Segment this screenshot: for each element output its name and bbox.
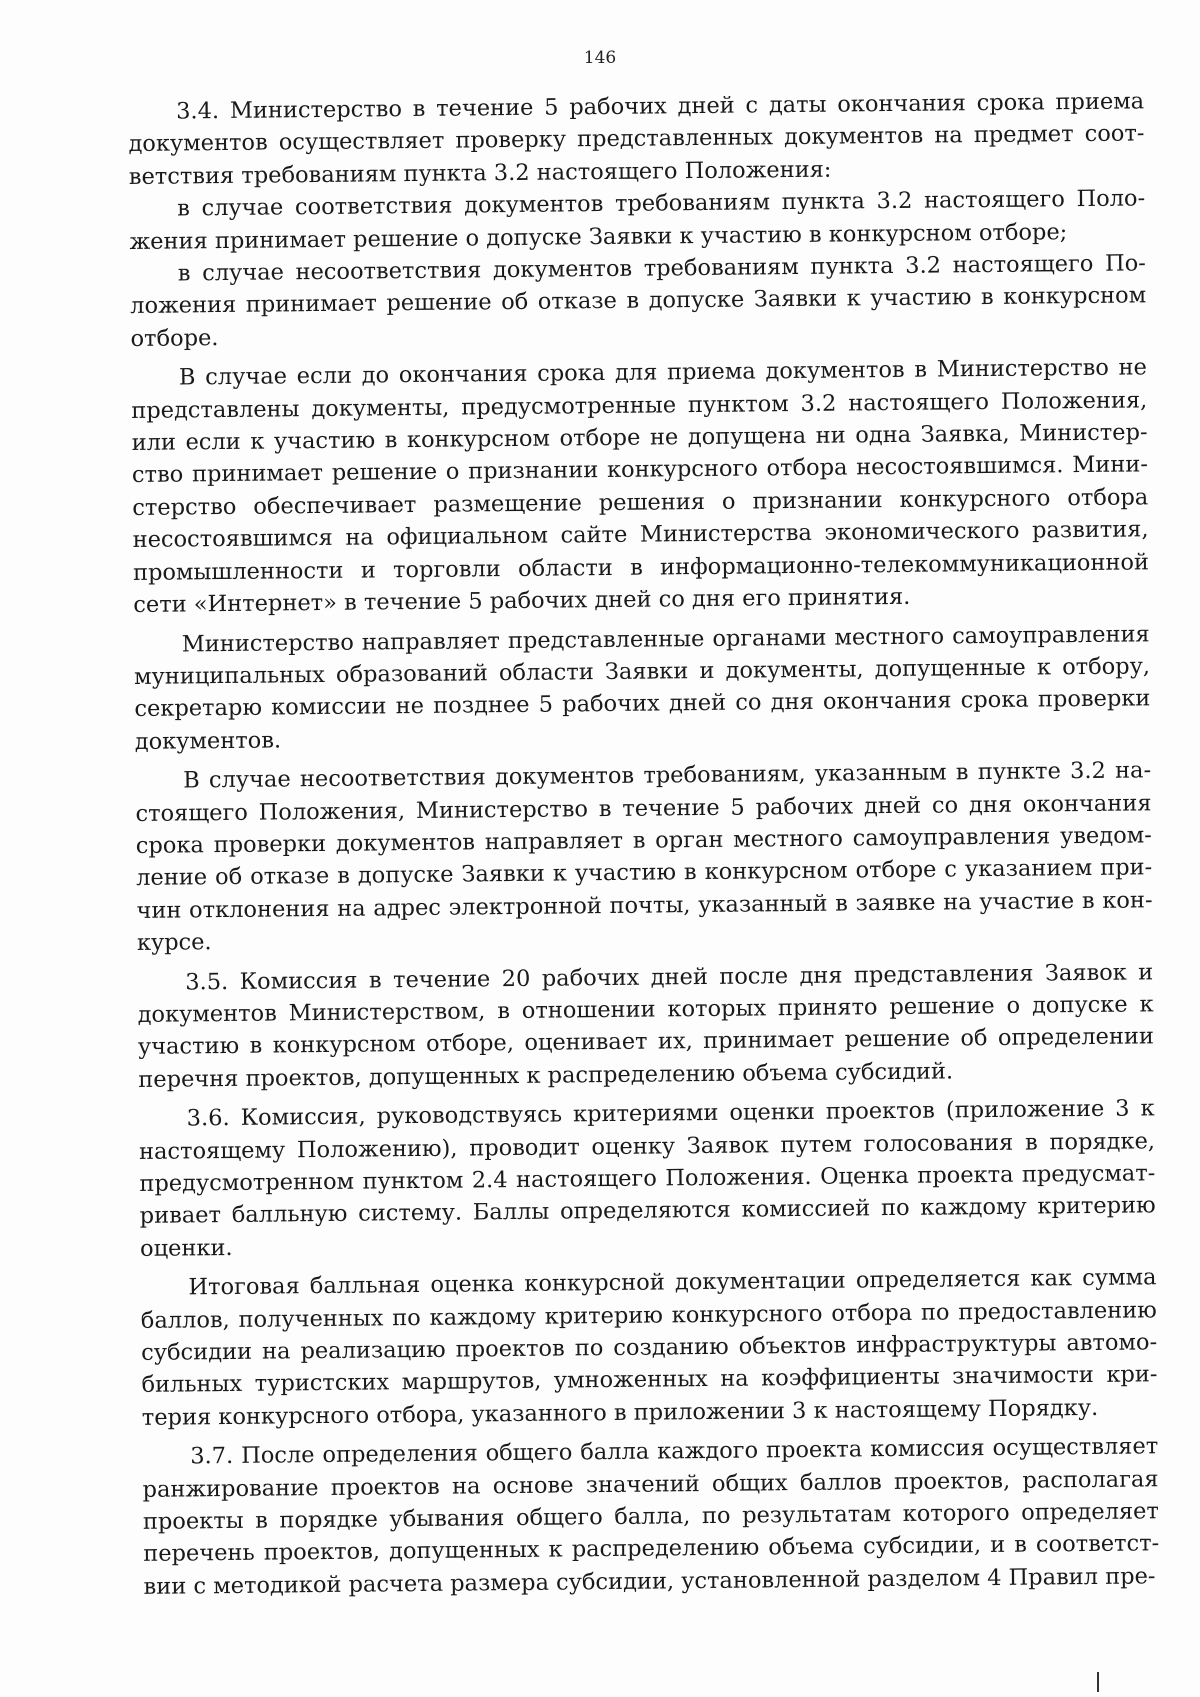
paragraph-3-5: 3.5. Комиссия в течение 20 рабочих дней после дня представления Заявок и документов Министерством, в отношении которых принято решение о допуске к участию в конкурсном отборе, оценивает их, принимает решение об определении перечня проектов, допущенных к распределению объема субсидий.: [137, 958, 1155, 1093]
paragraph-3-7: 3.7. После определения общего балла каждого проекта комиссия осуществляет ранжирование проектов на основе значений общих баллов проектов, располагая проекты в порядке убывания общего балла, по результатам которого определяет перечень проектов, допущенных к распределению объема субсидии, и в соответствии с методикой расчета размера субсидии, установленной разделом 4 Правил пре-: [142, 1433, 1160, 1600]
paragraph-case-noncompliance: в случае несоответствия документов требованиям пункта 3.2 настоящего Положения принимает решение об отказе в допуске Заявки к участию в конкурсном отборе.: [130, 250, 1147, 352]
scan-edge-mark: [1097, 1672, 1099, 1692]
document-body: [128, 85, 1160, 1603]
paragraph-failed-selection: В случае если до окончания срока для приема документов в Министерство не представлены документы, предусмотренные пунктом 3.2 настоящего Положения, или если к участию в конкурсном отборе не допущена ни одна Заявка, Министерство принимает решение о признании конкурсного отбора несостоявшимся. Министерство обеспечивает размещение решения о признании конкурсного отбора несостоявшимся на официальном сайте Министерства экономического развития, промышленности и торговли области в информационно-телекоммуникационной сети «Интернет» в течение 5 рабочих дней со дня его принятия.: [131, 354, 1150, 619]
paragraph-ministry-forwards: Министерство направляет представленные органами местного самоуправления муниципальных образований области Заявки и документы, допущенные к отбору, секретарю комиссии не позднее 5 рабочих дней со дня окончания срока проверки документов.: [133, 620, 1151, 755]
paragraph-3-4: 3.4. Министерство в течение 5 рабочих дней с даты окончания срока приема документов осуществляет проверку представленных документов на предмет соответствия требованиям пункта 3.2 настоящего Положения:: [128, 88, 1145, 190]
page-number: 146: [583, 48, 617, 68]
paragraph-3-6: 3.6. Комиссия, руководствуясь критериями оценки проектов (приложение 3 к настоящему Положению), проводит оценку Заявок путем голосования в порядке, предусмотренном пунктом 2.4 настоящего Положения. Оценка проекта предусматривает балльную систему. Баллы определяются комиссией по каждому критерию оценки.: [138, 1095, 1156, 1262]
paragraph-case-compliance: в случае соответствия документов требованиям пункта 3.2 настоящего Положения принимает решение о допуске Заявки к участию в конкурсном отборе;: [129, 185, 1146, 255]
paragraph-rejection-notice: В случае несоответствия документов требованиям, указанным в пункте 3.2 настоящего Положения, Министерство в течение 5 рабочих дней со дня окончания срока проверки документов направляет в орган местного самоуправления уведомление об отказе в допуске Заявки к участию в конкурсном отборе с указанием причин отклонения на адрес электронной почты, указанный в заявке на участие в конкурсе.: [135, 757, 1153, 957]
paragraph-final-score: Итоговая балльная оценка конкурсной документации определяется как сумма баллов, полученных по каждому критерию конкурсного отбора по предоставлению субсидии на реализацию проектов по созданию объектов инфраструктуры автомобильных туристских маршрутов, умноженных на коэффициенты значимости критерия конкурсного отбора, указанного в приложении 3 к настоящему Порядку.: [140, 1264, 1158, 1431]
